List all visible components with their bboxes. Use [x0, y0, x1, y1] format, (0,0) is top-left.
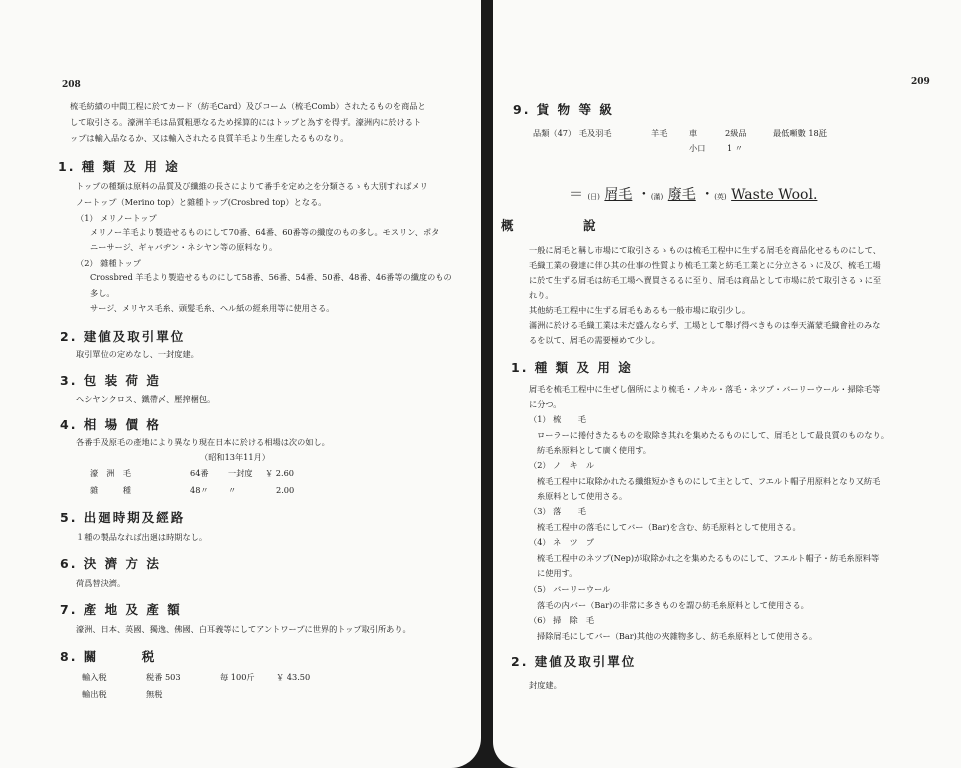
body-line: メリノー羊毛より製造せるものにして70番、64番、60番等の纖度のもの多し。モスリン、ポタ	[90, 227, 440, 237]
freight-grade: 2級品	[725, 128, 747, 138]
book-spine	[481, 0, 493, 768]
title-lang-jp: (日)	[587, 193, 600, 201]
body-line: トップの種類は原料の品質及び纖維の長さによりて番手を定め之を分類さるゝも大別すればメリ	[76, 181, 428, 191]
tax-number: 無税	[146, 689, 163, 699]
section-heading: 9. 貨 物 等 級	[513, 102, 614, 117]
body-line: ヘシヤンクロス、鐵帶〆、壓搾梱包。	[76, 394, 216, 404]
body-line: Crossbred 羊毛より製造せるものにして58番、56番、54番、50番、48番、46番等の纖度のもの	[90, 272, 452, 282]
price-name: 雜 種	[90, 485, 131, 495]
date-note: （昭和13年11月）	[200, 452, 270, 462]
body-line: 紡毛糸原料として廣く使用す。	[537, 445, 651, 455]
intro-line: して取引さる。濠洲羊毛は品質粗悪なるため採算的にはトップと為すを得ず。濠洲内に於けるト	[70, 117, 422, 127]
subheading: （3） 落 毛	[529, 506, 586, 516]
price-value: ￥ 2.60	[265, 468, 295, 478]
intro-line: 梳毛紡績の中間工程に於てカード（紡毛Card）及びコーム（梳毛Comb）されたるものを商品と	[70, 101, 426, 111]
body-line: るを以て、屑毛の需要極めて少し。	[529, 335, 660, 345]
price-unit: 〃	[228, 485, 237, 495]
body-line: 多し。	[90, 288, 115, 298]
chapter-title: ＝ (日) 屑毛 ・(滿) 廢毛 ・(英) Waste Wool.	[569, 187, 818, 203]
price-unit: 一封度	[228, 468, 253, 478]
freight-item: 羊毛	[651, 128, 668, 138]
body-line: 落毛の内バー（Bar)の非常に多きものを謂ひ紡毛糸原料として使用さる。	[537, 600, 809, 610]
tax-value: ￥ 43.50	[276, 672, 311, 682]
body-line: ノートップ（Merino top）と雜種トップ(Crosbred top）となる。	[76, 197, 327, 207]
body-line: に分つ。	[529, 399, 562, 409]
body-line: ニーサージ、ギャバヂン・ネシヤン等の原料なり。	[90, 242, 278, 252]
tax-unit: 毎 100斤	[220, 672, 255, 682]
subheading: （6） 掃 除 毛	[529, 615, 595, 625]
subheading: （1） 梳 毛	[529, 414, 586, 424]
body-line: 一般に屑毛と稱し市場にて取引さるゝものは梳毛工程中に生ずる屑毛を商品化せるものにして、	[529, 245, 881, 255]
price-name: 濠 洲 毛	[90, 468, 131, 478]
title-prefix: ＝	[569, 187, 583, 203]
tax-label: 輸入税	[82, 672, 107, 682]
body-line: に於て生ずる屑毛は紡毛工場へ賣買さるるに至り、屑毛は商品として市場に於て取引さるゝに至	[529, 275, 882, 285]
title-lang-mn: (滿)	[650, 193, 664, 201]
subheading: （2） ノ キ ル	[529, 460, 595, 470]
freight-min: 最低噸數 18瓩	[773, 128, 827, 138]
page-number-left: 208	[62, 80, 81, 90]
price-grade: 48〃	[190, 485, 209, 495]
section-heading: 1. 種 類 及 用 途	[58, 159, 180, 174]
section-heading: 3. 包 装 荷 造	[60, 373, 161, 388]
tax-label: 輸出税	[82, 689, 107, 699]
body-line: サージ、メリヤス毛糸、頭髪毛糸、ヘル紙の經糸用等に使用さる。	[90, 303, 335, 313]
body-line: れり。	[529, 290, 554, 300]
freight-mode: 車	[689, 128, 698, 138]
body-line: 荷爲替決濟。	[76, 578, 126, 588]
body-line: 毛織工業の發達に伴ひ其の仕事の性質より梳毛工業と紡毛工業とに分立さるゝに及び、梳毛工場	[529, 260, 881, 270]
body-line: 各番手及原毛の產地により異なり現在日本に於ける相場は次の如し。	[76, 437, 330, 447]
price-value: 2.00	[276, 485, 295, 495]
page-number-right: 209	[911, 77, 930, 87]
overview-heading-b: 說	[583, 218, 598, 233]
section-heading: 5. 出廻時期及經路	[60, 510, 186, 525]
price-row	[90, 468, 131, 479]
subheading: （1） メリノートップ	[76, 213, 157, 223]
section-heading: 6. 決 濟 方 法	[60, 556, 161, 571]
section-heading: 2. 建値及取引單位	[511, 654, 637, 669]
subheading: （4） ネ ツ プ	[529, 537, 595, 547]
subheading: （5） バーリーウール	[529, 584, 611, 594]
title-en: Waste Wool.	[731, 187, 818, 203]
section-heading: 2. 建値及取引單位	[60, 329, 186, 344]
right-page	[493, 0, 961, 768]
section-heading: 7. 產 地 及 產 額	[60, 602, 182, 617]
price-grade: 64番	[190, 468, 209, 478]
freight-mode: 小口	[689, 143, 706, 153]
tax-number: 税番 503	[146, 672, 181, 682]
body-line: に使用す。	[537, 568, 578, 578]
section-heading: 4. 相 場 價 格	[60, 417, 161, 432]
title-mn: 廢毛	[667, 187, 696, 203]
subheading: （2） 雜種トップ	[76, 258, 141, 268]
body-line: 其他紡毛工程中に生ずる屑毛もあるも一般市場に取引少し。	[529, 305, 751, 315]
body-line: 濠洲、日本、英國、獨逸、佛國、白耳義等にしてアントワープに世界的トップ取引所あり。	[76, 624, 411, 634]
body-line: 梳毛工程中の落毛にしてバー（Bar)を含む、紡毛原料として使用さる。	[537, 522, 801, 532]
freight-grade: 1 〃	[727, 143, 743, 153]
freight-class: 品類（47） 毛及羽毛	[533, 128, 612, 138]
section-heading: 1. 種 類 及 用 途	[511, 360, 633, 375]
body-line: 滿洲に於ける毛織工業は未だ盛んならず、工場として舉げ得べきものは奉天滿蒙毛織會社のみな	[529, 320, 881, 330]
title-jp: 屑毛	[604, 187, 633, 203]
body-line: ローラーに捲付きたるものを取除き其れを集めたるものにして、屑毛として最良質のものなり。	[537, 430, 889, 440]
title-lang-en: (英)	[714, 193, 727, 201]
overview-heading-a: 概	[501, 218, 516, 233]
section-heading: 8. 關 税	[60, 649, 157, 664]
body-line: 取引單位の定めなし、一封度建。	[76, 349, 199, 359]
body-line: 屑毛を梳毛工程中に生ぜし個所により梳毛・ノキル・落毛・ネツプ・バーリーウール・掃除毛等	[529, 384, 881, 394]
body-line: 掃除屑毛にしてバー（Bar)其他の夾雜物多し、紡毛糸原料として使用さる。	[537, 631, 818, 641]
body-line: 封度建。	[529, 680, 562, 690]
intro-line: ップは輸入品なるか、又は輸入されたる良質羊毛より生産したるものなり。	[70, 133, 349, 143]
body-line: 梳毛工程中に取除かれたる纖維短かきものにして主として、フエルト帽子用原料となり又紡毛	[537, 476, 881, 486]
body-line: 糸原料として使用さる。	[537, 491, 628, 501]
body-line: 梳毛工程中のネツプ(Nep)が取除かれ之を集めたるものにして、フエルト帽子・紡毛糸原料等	[537, 553, 880, 563]
body-line: １種の製品なれば出廻は時期なし。	[76, 532, 208, 542]
